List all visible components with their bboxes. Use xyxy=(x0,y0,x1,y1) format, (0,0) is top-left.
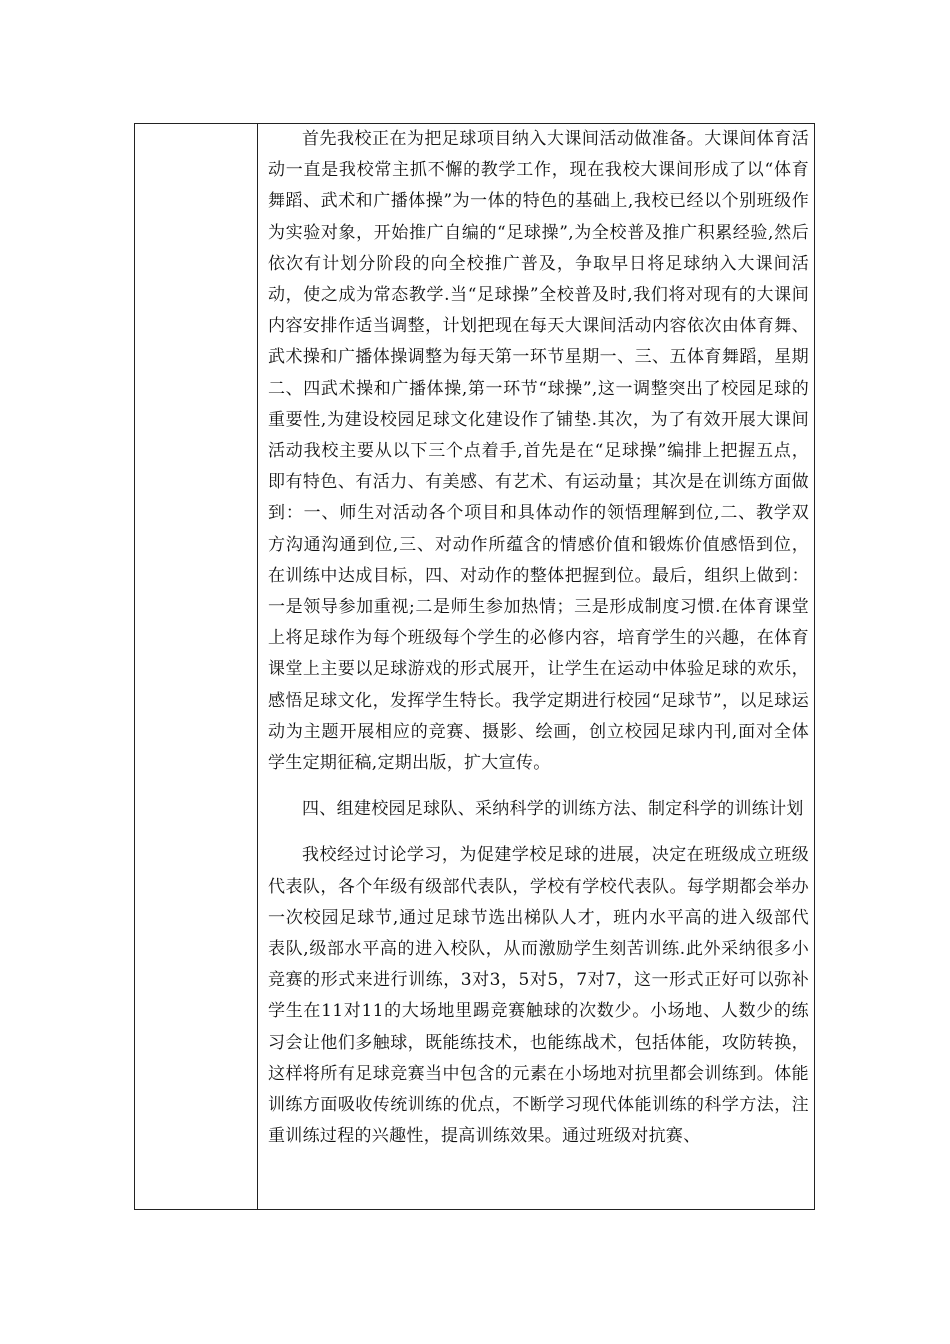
table-left-cell xyxy=(135,124,257,1209)
paragraph-1: 首先我校正在为把足球项目纳入大课间活动做准备。大课间体育活动一直是我校常主抓不懈的教学工作，现在我校大课间形成了以“体育舞蹈、武术和广播体操”为一体的特色的基础上,我校已经以个别班级作为实验对象，开始推广自编的“足球操”,为全校普及推广积累经验,然后依次有计划分阶段的向全校推广普及，争取早日将足球纳入大课间活动，使之成为常态教学.当“足球操”全校普及时,我们将对现有的大课间内容安排作适当调整，计划把现在每天大课间活动内容依次由体育舞、武术操和广播体操调整为每天第一环节星期一、三、五体育舞蹈，星期二、四武术操和广播体操,第一环节“球操”,这一调整突出了校园足球的重要性,为建设校园足球文化建设作了铺垫.其次，为了有效开展大课间活动我校主要从以下三个点着手,首先是在“足球操”编排上把握五点，即有特色、有活力、有美感、有艺术、有运动量；其次是在训练方面做到：一、师生对活动各个项目和具体动作的领悟理解到位,二、教学双方沟通沟通到位,三、对动作所蕴含的情感价值和锻炼价值感悟到位，在训练中达成目标，四、对动作的整体把握到位。最后，组织上做到：一是领导参加重视;二是师生参加热情；三是形成制度习惯.在体育课堂上将足球作为每个班级每个学生的必修内容，培育学生的兴趣，在体育课堂上主要以足球游戏的形式展开，让学生在运动中体验足球的欢乐，感悟足球文化，发挥学生特长。我学定期进行校园“足球节”，以足球运动为主题开展相应的竞赛、摄影、绘画，创立校园足球内刊,面对全体学生定期征稿,定期出版，扩大宣传。 xyxy=(268,129,809,774)
column-divider xyxy=(257,124,258,1209)
paragraph-3: 我校经过讨论学习，为促建学校足球的进展，决定在班级成立班级代表队，各个年级有级部代表队，学校有学校代表队。每学期都会举办一次校园足球节,通过足球节选出梯队人才，班内水平高的进入级部代表队,级部水平高的进入校队，从而激励学生刻苦训练.此外采纳很多小竞赛的形式来进行训练，3对3，5对5，7对7，这一形式正好可以弥补学生在11对11的大场地里踢竞赛触球的次数少。小场地、人数少的练习会让他们多触球，既能练技术，也能练战术，包括体能，攻防转换，这样将所有足球竞赛当中包含的元素在小场地对抗里都会训练到。体能训练方面吸收传统训练的优点，不断学习现代体能训练的科学方法，注重训练过程的兴趣性，提高训练效果。通过班级对抗赛、 xyxy=(268,845,809,1147)
document-table xyxy=(134,123,815,1210)
paragraph-2-section-heading: 四、组建校园足球队、采纳科学的训练方法、制定科学的训练计划 xyxy=(302,799,804,820)
table-content-cell xyxy=(268,124,809,1209)
